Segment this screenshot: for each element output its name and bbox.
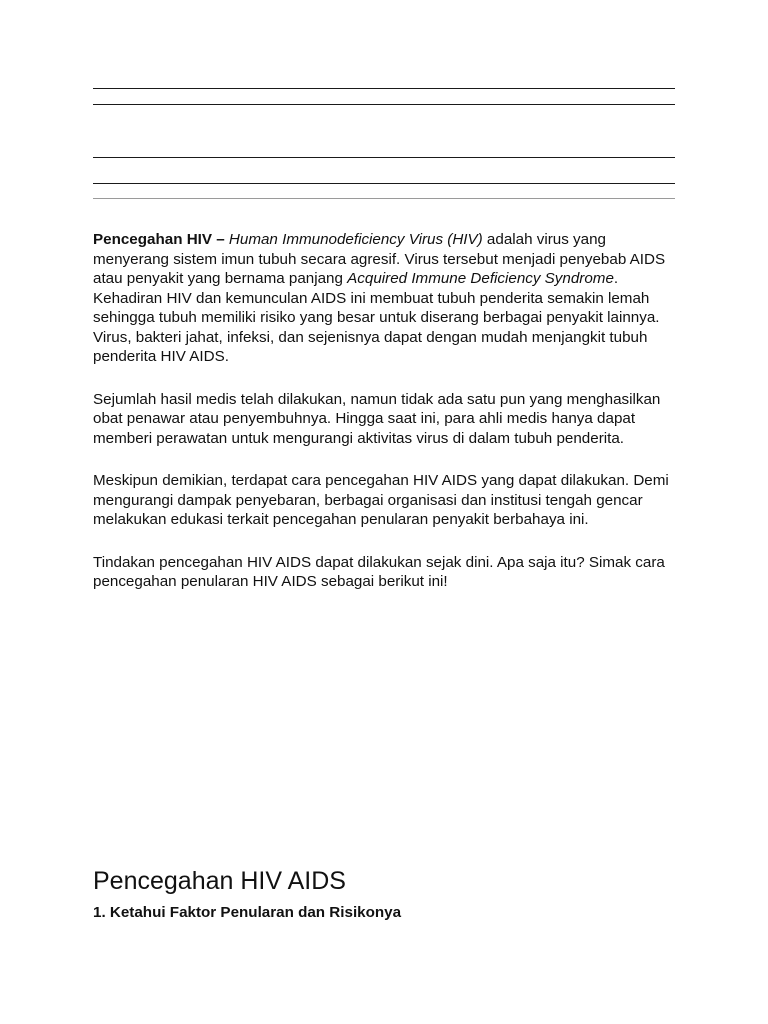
intro-lead-italic: Human Immunodeficiency Virus (HIV) [228,231,483,248]
intro-paragraph-2: Kehadiran HIV dan kemunculan AIDS ini membuat tubuh penderita semakin lemah sehingga tubuh memiliki risiko yang besar untuk diserang berbagai penyakit lainnya. Virus, bakteri jahat, infeksi, dan sejenisnya dapat dengan mudah menjangkit tubuh penderita HIV AIDS. [93,289,660,365]
header-rule-2 [93,104,675,105]
body-paragraph-2: Meskipun demikian, terdapat cara pencegahan HIV AIDS yang dapat dilakukan. Demi mengurangi dampak penyebaran, berbagai organisasi dan institusi tengah gencar melakukan edukasi terkait pencegahan penularan penyakit berbahaya ini. [93,472,669,528]
section-subtitle: 1. Ketahui Faktor Penularan dan Risikonya [93,904,402,921]
header-rule-5 [93,198,675,199]
body-paragraph-1: Sejumlah hasil medis telah dilakukan, namun tidak ada satu pun yang menghasilkan obat penawar atau penyembuhnya. Hingga saat ini, para ahli medis hanya dapat memberi perawatan untuk mengurangi aktivitas virus di dalam tubuh penderita. [93,390,661,447]
header-rule-4 [93,183,675,184]
article-body [93,230,683,615]
header-rule-1 [93,88,675,89]
intro-text-2: . [613,270,619,287]
body-paragraph-3: Tindakan pencegahan HIV AIDS dapat dilakukan sejak dini. Apa saja itu? Simak cara pencegahan penularan HIV AIDS sebagai berikut ini! [93,553,665,590]
intro-text-1: adalah virus yang menyerang sistem imun tubuh secara agresif. Virus tersebut menjadi penyebab AIDS atau penyakit yang bernama panjang [93,231,666,287]
section-title: Pencegahan HIV AIDS [93,867,346,895]
header-rule-3 [93,157,675,158]
intro-italic-2: Acquired Immune Deficiency Syndrome [347,270,614,287]
intro-lead-bold: Pencegahan HIV – [93,231,225,248]
intro-paragraph [93,230,683,289]
